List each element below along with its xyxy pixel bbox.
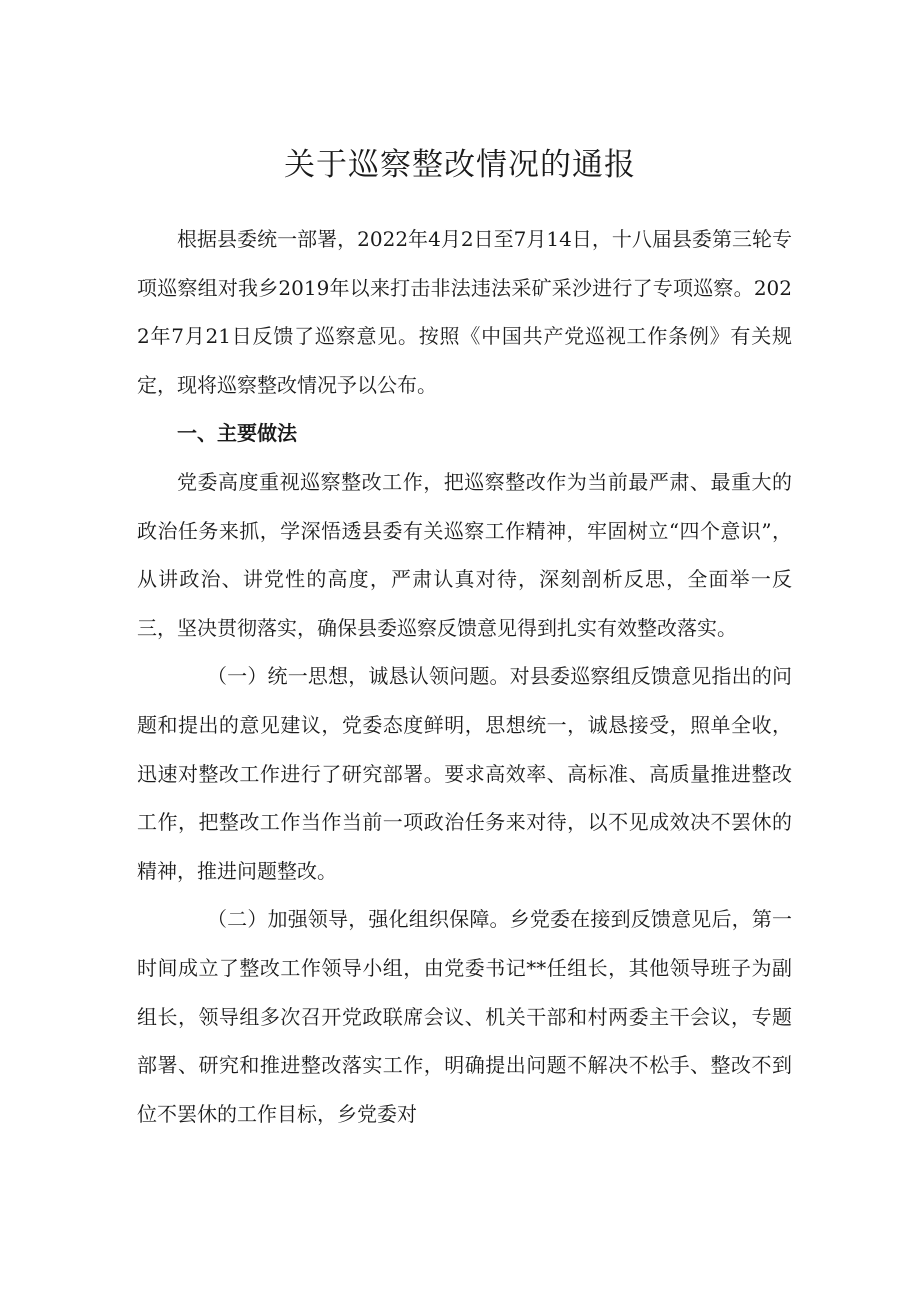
document-body	[137, 215, 792, 1138]
body-paragraph-overview: 党委高度重视巡察整改工作，把巡察整改作为当前最严肃、最重大的政治任务来抓，学深悟透县委有关巡察工作精神，牢固树立“四个意识”，从讲政治、讲党性的高度，严肃认真对待，深刻剖析反思，全面举一反三，坚决贯彻落实，确保县委巡察反馈意见得到扎实有效整改落实。	[137, 469, 792, 640]
intro-paragraph: 根据县委统一部署，2022年4月2日至7月14日，十八届县委第三轮专项巡察组对我乡2019年以来打击非法违法采矿采沙进行了专项巡察。2022年7月21日反馈了巡察意见。按照《中国共产党巡视工作条例》有关规定，现将巡察整改情况予以公布。	[137, 227, 792, 397]
document-title: 关于巡察整改情况的通报	[284, 147, 636, 183]
section-heading-main-practices: 一、主要做法	[177, 421, 297, 446]
body-paragraph-strengthen-leadership: （二）加强领导，强化组织保障。乡党委在接到反馈意见后，第一时间成立了整改工作领导小组，由党委书记**任组长，其他领导班子为副组长，领导组多次召开党政联席会议、机关干部和村两委主干会议，专题部署、研究和推进整改落实工作，明确提出问题不解决不松手、整改不到位不罢休的工作目标，乡党委对	[137, 907, 792, 1126]
body-paragraph-unify-thinking: （一）统一思想，诚恳认领问题。对县委巡察组反馈意见指出的问题和提出的意见建议，党委态度鲜明，思想统一，诚恳接受，照单全收，迅速对整改工作进行了研究部署。要求高效率、高标准、高质量推进整改工作，把整改工作当作当前一项政治任务来对待，以不见成效决不罢休的精神，推进问题整改。	[137, 664, 792, 883]
